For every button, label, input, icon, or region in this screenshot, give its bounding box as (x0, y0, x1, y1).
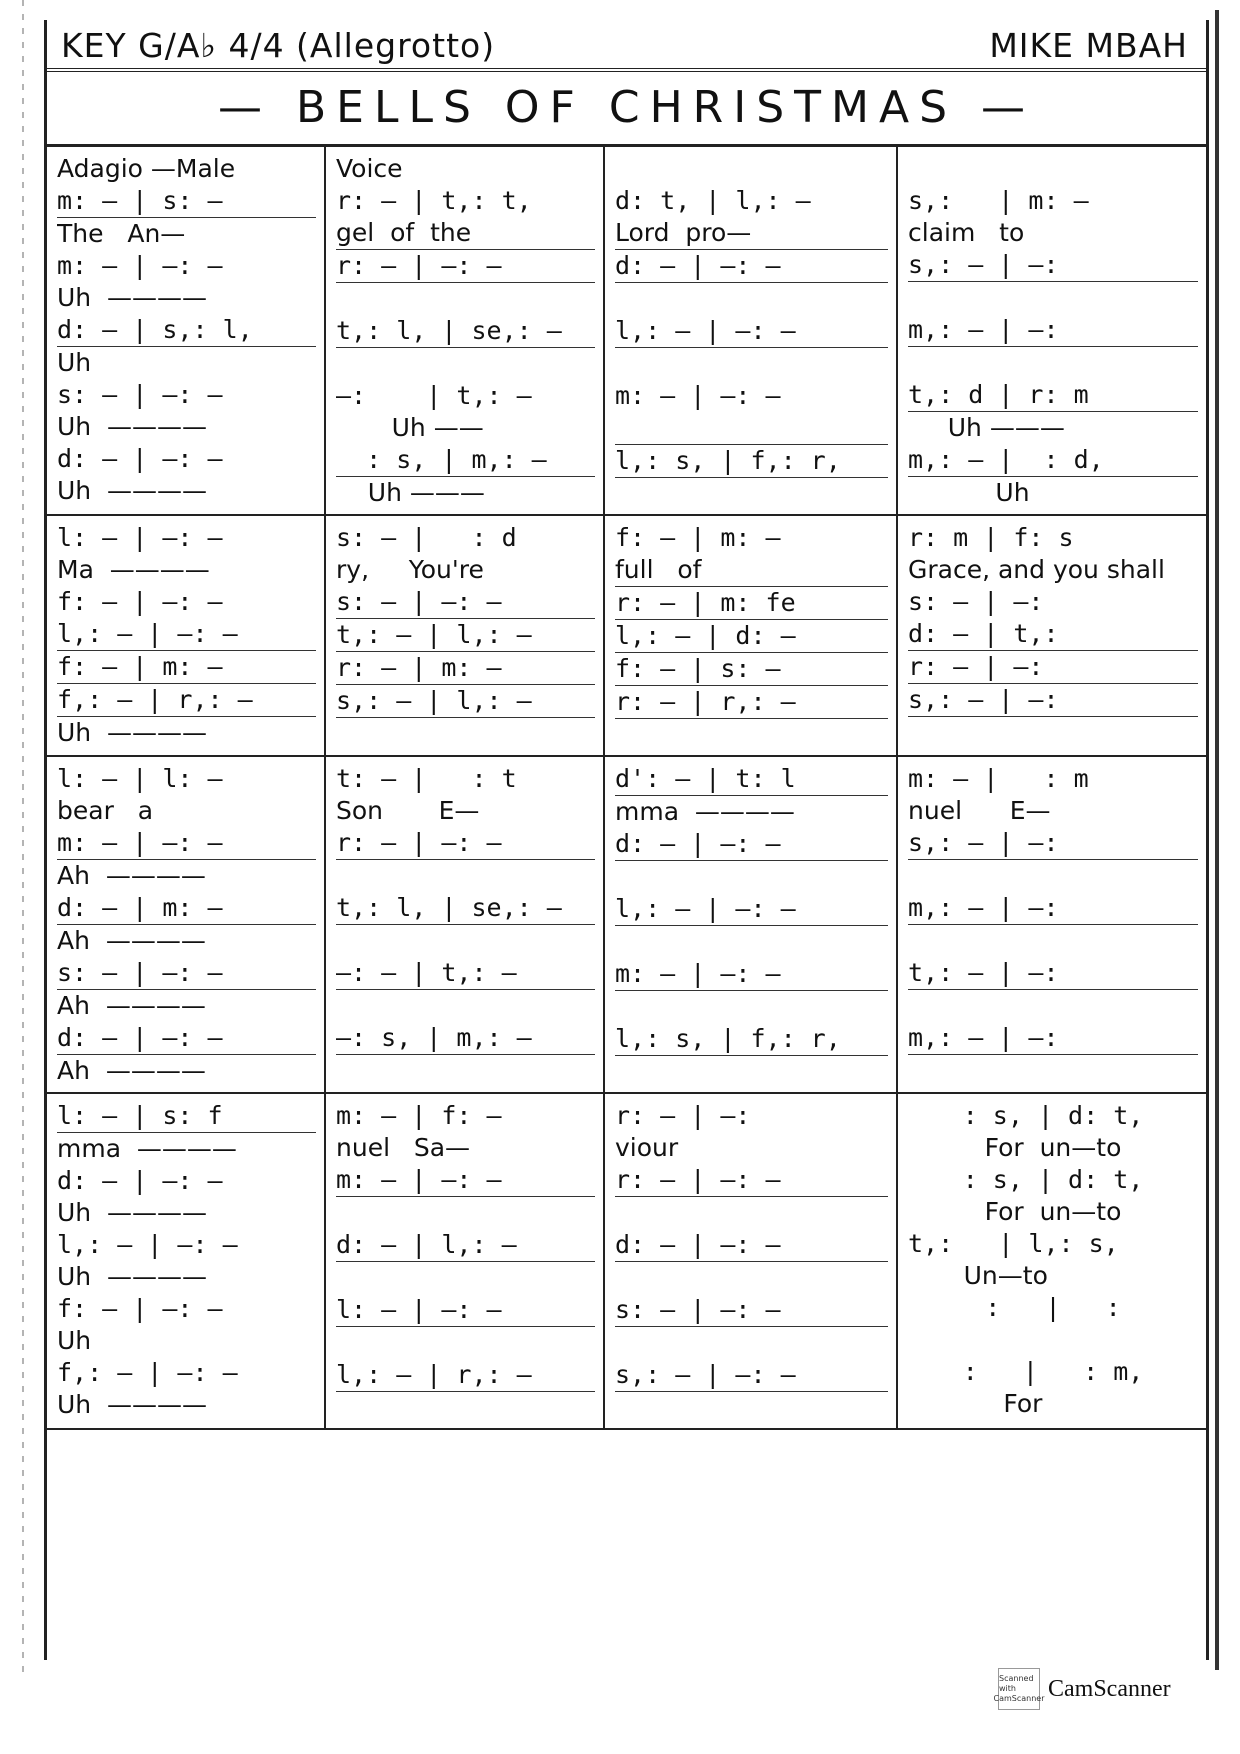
notation-line: l,: — | —: — (57, 1230, 238, 1259)
notation-line: f: — | m: — (615, 523, 781, 552)
lyric-line: Uh ———— (57, 718, 208, 747)
notation-line (336, 1392, 595, 1424)
notation-line: —: | t,: — (336, 381, 532, 410)
notation-line: s: — | —: — (57, 380, 223, 409)
notation-line: r: m | f: s (908, 523, 1074, 552)
lyric-line: Adagio —Male (57, 154, 236, 183)
notation-line (908, 990, 1198, 1022)
notation-line: t,: l, | se,: — (336, 892, 595, 925)
notation-line: t: — | : t (336, 764, 517, 793)
song-title: — BELLS OF CHRISTMAS — (218, 82, 1035, 133)
measure-cell (47, 516, 326, 755)
notation-line (336, 860, 595, 892)
notation-line: l,: — | d: — (615, 620, 888, 653)
notation-line: m: — | —: — (615, 381, 781, 410)
notation-line: m: — | —: — (57, 827, 316, 860)
measure-cell (326, 516, 605, 755)
notation-line: —: s, | m,: — (336, 1022, 595, 1055)
notation-line (908, 153, 1198, 185)
lyric-line: Uh (57, 1326, 92, 1355)
lyric-line: Ah ———— (57, 861, 206, 890)
notation-line (908, 1324, 1198, 1356)
notation-line: r: — | —: — (336, 827, 595, 860)
lyric-line: For (908, 1389, 1043, 1418)
lyric-line: ry, You're (336, 555, 484, 584)
notation-line (615, 348, 888, 380)
notation-line (615, 861, 888, 893)
notation-line: d: — | —: — (57, 1022, 316, 1055)
notation-line (336, 718, 595, 750)
notation-line: r: — | m: — (336, 652, 595, 685)
measure-cell (898, 1094, 1206, 1428)
lyric-line: Uh (57, 348, 92, 377)
lyric-line: nuel Sa— (336, 1133, 471, 1162)
scan-edge-right (1215, 10, 1219, 1670)
lyric-line: bear a (57, 796, 154, 825)
notation-line: s,: — | —: (908, 684, 1198, 717)
notation-line: : s, | d: t, (962, 1101, 1144, 1130)
notation-line: s: — | : d (336, 523, 517, 552)
notation-line (336, 1055, 595, 1087)
notation-line: d: — | —: — (615, 828, 888, 861)
notation-line (615, 991, 888, 1023)
notation-line: d: t, | l,: — (615, 186, 811, 215)
notation-line: m,: — | —: (908, 892, 1198, 925)
lyric-line: Uh ———— (57, 476, 208, 505)
lyric-line: Uh ———— (57, 283, 208, 312)
notation-line: m,: — | : d, (908, 444, 1198, 477)
lyric-line: Voice (336, 154, 403, 183)
score-system (47, 1094, 1206, 1430)
notation-line: d: — | s,: l, (57, 314, 316, 347)
notation-line: d: — | l,: — (336, 1229, 595, 1262)
notation-line (615, 1056, 888, 1088)
lyric-line: Ah ———— (57, 926, 206, 955)
scan-edge-left (22, 0, 24, 1680)
notation-line: t,: — | —: (908, 957, 1198, 990)
notation-line: r: — | —: — (336, 250, 595, 283)
notation-line: m: — | s: — (57, 185, 316, 218)
measure-cell (47, 1094, 326, 1428)
notation-line: s,: — | l,: — (336, 685, 595, 718)
notation-line: m: — | —: — (615, 958, 888, 991)
notation-line: m: — | : m (908, 764, 1089, 793)
notation-line: s,: — | —: — (615, 1359, 888, 1392)
lyric-line: Uh ———— (57, 1390, 208, 1419)
notation-line (615, 1262, 888, 1294)
notation-line: d: — | m: — (57, 892, 316, 925)
notation-line: l,: — | —: — (57, 618, 316, 651)
measure-cell (326, 1094, 605, 1428)
lyric-line: Son E— (336, 796, 480, 825)
notation-line: s: — | —: — (615, 1294, 888, 1327)
lyric-line: gel of the (336, 217, 595, 250)
notation-line: s: — | —: (908, 587, 1044, 616)
notation-line: d: — | —: — (615, 250, 888, 283)
lyric-line: claim to (908, 218, 1025, 247)
notation-line: d: — | —: — (615, 1229, 888, 1262)
lyric-line: Lord pro— (615, 217, 888, 250)
notation-line (336, 925, 595, 957)
notation-line: m: — | f: — (336, 1101, 502, 1130)
notation-line (908, 282, 1198, 314)
notation-line (615, 1197, 888, 1229)
lyric-line: Uh ——— (336, 478, 485, 507)
lyric-line: Un—to (908, 1261, 1048, 1290)
measure-cell (605, 147, 898, 514)
lyric-line: Ma ———— (57, 555, 210, 584)
score-system (47, 757, 1206, 1094)
notation-line (908, 717, 1198, 749)
notation-line: r: — | m: fe (615, 587, 888, 620)
measure-cell (898, 757, 1206, 1092)
notation-line: r: — | —: (908, 651, 1198, 684)
lyric-line: Uh ———— (57, 1198, 208, 1227)
notation-line: r: — | —: (615, 1101, 751, 1130)
notation-line: d: — | —: — (57, 1166, 223, 1195)
score-system (47, 516, 1206, 757)
notation-line (615, 283, 888, 315)
notation-line: f: — | —: — (57, 587, 223, 616)
notation-line: t,: — | l,: — (336, 619, 595, 652)
lyric-line: Uh —— (336, 413, 484, 442)
notation-line: m,: — | —: (908, 314, 1198, 347)
notation-line (615, 1392, 888, 1424)
notation-line: m: — | —: — (336, 1164, 595, 1197)
notation-line: f: — | s: — (615, 653, 888, 686)
header-row (47, 20, 1206, 72)
camscanner-watermark (993, 1666, 1178, 1712)
lyric-line: mma ———— (57, 1134, 237, 1163)
notation-line: d: — | t,: (908, 618, 1198, 651)
notation-line: —: — | t,: — (336, 957, 595, 990)
lyric-line: The An— (57, 219, 186, 248)
notation-line: r: — | t,: t, (336, 186, 532, 215)
measure-cell (47, 147, 326, 514)
measure-cell (898, 147, 1206, 514)
notation-line: l: — | l: — (57, 764, 223, 793)
notation-line: t,: d | r: m (908, 379, 1198, 412)
notation-line: d: — | —: — (57, 444, 223, 473)
notation-line: s: — | —: — (57, 957, 316, 990)
lyric-line: mma ———— (615, 797, 795, 826)
notation-line: l: — | —: — (336, 1294, 595, 1327)
composer-name: MIKE MBAH (989, 26, 1188, 65)
notation-line: s: — | —: — (336, 586, 595, 619)
lyric-line: Uh ——— (908, 413, 1065, 442)
notation-line: m: — | —: — (57, 251, 223, 280)
lyric-line: full of (615, 554, 888, 587)
notation-line: l,: — | —: — (615, 315, 888, 348)
measure-cell (898, 516, 1206, 755)
notation-line: r: — | —: — (615, 1164, 888, 1197)
notation-line: : s, | m,: — (336, 444, 595, 477)
notation-line: : s, | d: t, (962, 1165, 1144, 1194)
notation-line: f,: — | r,: — (57, 684, 316, 717)
lyric-line: Grace, and you shall (908, 555, 1165, 584)
camscanner-logo-icon (993, 1668, 1045, 1710)
measure-cell (326, 147, 605, 514)
lyric-line: Uh ———— (57, 1262, 208, 1291)
notation-line (615, 153, 888, 185)
notation-line: f: — | m: — (57, 651, 316, 684)
lyric-line: Uh ———— (57, 412, 208, 441)
notation-line: : | : (985, 1293, 1121, 1322)
notation-line (908, 925, 1198, 957)
notation-line: s,: — | —: (908, 249, 1198, 282)
notation-line: l,: — | r,: — (336, 1359, 595, 1392)
notation-line (336, 1262, 595, 1294)
score-systems (47, 147, 1206, 1430)
logo-badge-line1: Scanned with (999, 1674, 1034, 1693)
notation-line: d': — | t: l (615, 763, 888, 796)
lyric-line: For un—to (984, 1133, 1122, 1162)
notation-line (336, 348, 595, 380)
notation-line (336, 1327, 595, 1359)
lyric-line: Ah ———— (57, 1056, 206, 1085)
lyric-line: nuel E— (908, 796, 1051, 825)
notation-line: f: — | —: — (57, 1294, 223, 1323)
measure-cell (326, 757, 605, 1092)
notation-line (336, 990, 595, 1022)
key-signature: KEY G/A♭ 4/4 (Allegrotto) (61, 26, 496, 65)
lyric-line: For un—to (984, 1197, 1122, 1226)
lyric-line: Uh (908, 478, 1030, 507)
notation-line: s,: | m: — (908, 186, 1089, 215)
title-row (47, 72, 1206, 147)
notation-line: l,: s, | f,: r, (615, 1023, 888, 1056)
notation-line (336, 1197, 595, 1229)
logo-badge-line2: CamScanner (993, 1694, 1045, 1703)
lyric-line: Ah ———— (57, 991, 206, 1020)
measure-cell (605, 516, 898, 755)
notation-line: t,: l, | se,: — (336, 315, 595, 348)
lyric-line: viour (615, 1133, 679, 1162)
notation-line (615, 1327, 888, 1359)
notation-line (908, 347, 1198, 379)
notation-line (615, 926, 888, 958)
measure-cell (605, 1094, 898, 1428)
notation-line: l: — | s: f (57, 1100, 316, 1133)
score-system (47, 147, 1206, 516)
notation-line: s,: — | —: (908, 827, 1198, 860)
notation-line: t,: | l,: s, (908, 1229, 1119, 1258)
notation-line: l,: s, | f,: r, (615, 445, 888, 478)
notation-line (336, 283, 595, 315)
notation-line: l: — | —: — (57, 523, 223, 552)
measure-cell (47, 757, 326, 1092)
notation-line: f,: — | —: — (57, 1358, 238, 1387)
notation-line (615, 412, 888, 445)
notation-line: r: — | r,: — (615, 686, 888, 719)
notation-line (615, 478, 888, 510)
notation-line (908, 860, 1198, 892)
measure-cell (605, 757, 898, 1092)
notation-line (615, 719, 888, 751)
notation-line (908, 1055, 1198, 1087)
notation-line: : | : m, (962, 1357, 1144, 1386)
music-sheet (44, 20, 1209, 1660)
camscanner-text: CamScanner (1048, 1675, 1171, 1702)
notation-line: l,: — | —: — (615, 893, 888, 926)
notation-line: m,: — | —: (908, 1022, 1198, 1055)
